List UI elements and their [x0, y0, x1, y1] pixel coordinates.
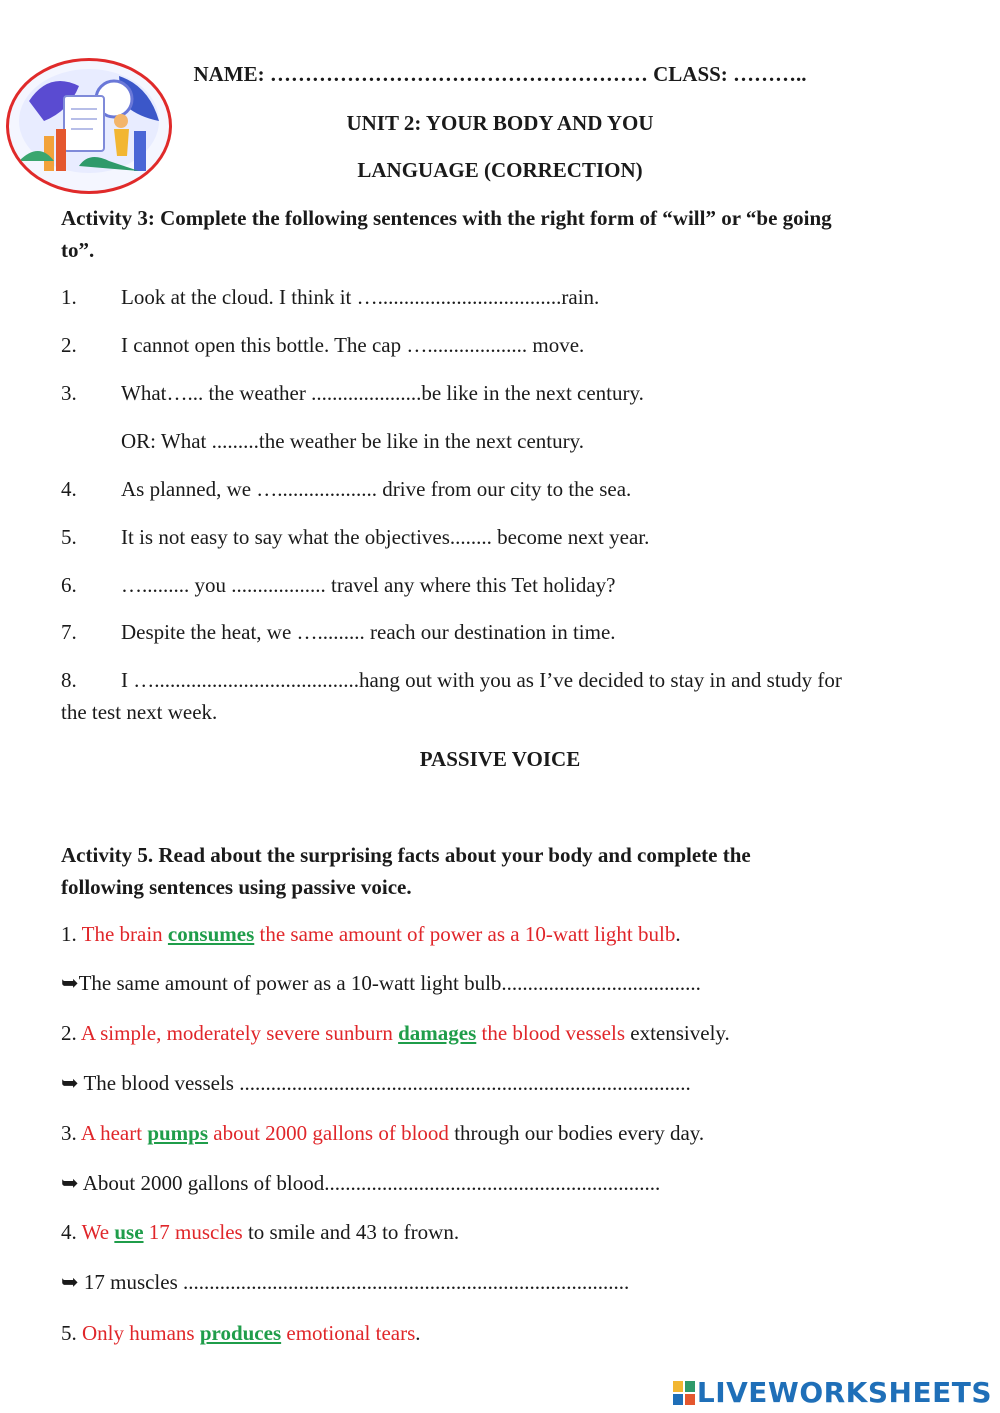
liveworksheets-logo[interactable]: [673, 1376, 992, 1409]
activity5-sentence: [61, 922, 681, 947]
item-number: 2.: [61, 333, 77, 357]
arrow-icon: ➥: [61, 971, 79, 995]
activity3-item: [61, 285, 599, 310]
rest-text: to smile and 43 to frown.: [242, 1220, 460, 1244]
item-text: What…... the weather .....................be like in the next century.: [121, 381, 644, 405]
subject-text: We: [81, 1220, 115, 1244]
item-number: 1.: [61, 285, 77, 309]
activity3-item: [61, 477, 631, 502]
item-text: Look at the cloud. I think it …...................................rain.: [121, 285, 600, 309]
activity5-sentence: [61, 1121, 704, 1146]
object-text: emotional tears: [281, 1321, 416, 1345]
item-number: 6.: [61, 573, 77, 597]
brand-text: LIVEWORKSHEETS: [696, 1376, 992, 1409]
item-text: Despite the heat, we …......... reach our destination in time.: [121, 620, 616, 644]
name-class-line: NAME: ……………………………………………… CLASS: ………..: [193, 62, 807, 86]
activity3-item: [61, 429, 584, 454]
subject-text: A simple, moderately severe sunburn: [80, 1021, 399, 1045]
object-text: 17 muscles: [143, 1220, 243, 1244]
answer-text: The same amount of power as a 10-watt light bulb......................................: [78, 971, 701, 995]
subject-text: A heart: [80, 1121, 148, 1145]
subject-text: Only humans: [82, 1321, 200, 1345]
activity3-instruction-cont: to”.: [61, 238, 95, 262]
rest-text: .: [675, 922, 681, 946]
liveworksheets-icon: [673, 1381, 695, 1405]
activity5-sentence: [61, 1321, 421, 1346]
item-text: As planned, we …................... drive from our city to the sea.: [121, 477, 632, 501]
answer-text: The blood vessels ......................................................................................: [78, 1071, 691, 1095]
verb-text: use: [114, 1220, 144, 1244]
arrow-icon: ➥: [61, 1270, 79, 1294]
item-number: 8.: [61, 668, 77, 692]
activity5-instruction: Activity 5. Read about the surprising facts about your body and complete the: [61, 843, 751, 867]
verb-text: produces: [199, 1321, 282, 1345]
item-text: I cannot open this bottle. The cap …................... move.: [121, 333, 585, 357]
item-text: OR: What .........the weather be like in the next century.: [121, 429, 585, 453]
activity5-sentence: [61, 1021, 730, 1046]
sentence-number: 3.: [61, 1121, 81, 1145]
answer-text: 17 muscles .....................................................................................: [78, 1270, 630, 1294]
object-text: the blood vessels: [476, 1021, 626, 1045]
item-number: 7.: [61, 620, 77, 644]
item-text: It is not easy to say what the objectives........ become next year.: [121, 525, 650, 549]
sentence-number: 1.: [61, 922, 82, 946]
activity3-item: [61, 525, 649, 550]
item-text: I ….......................................hang out with you as I’ve decided to stay in and study for: [121, 668, 842, 692]
subject-text: The brain: [81, 922, 168, 946]
item-number: 5.: [61, 525, 77, 549]
object-text: the same amount of power as a 10-watt light bulb: [254, 922, 676, 946]
rest-text: extensively.: [625, 1021, 730, 1045]
activity3-instruction: Activity 3: Complete the following sentences with the right form of “will” or “be going: [61, 206, 832, 230]
activity3-item: [61, 333, 584, 358]
item-number: 4.: [61, 477, 77, 501]
passive-voice-title: PASSIVE VOICE: [419, 747, 581, 771]
arrow-icon: ➥: [61, 1071, 79, 1095]
object-text: about 2000 gallons of blood: [208, 1121, 449, 1145]
answer-line: [61, 1071, 691, 1096]
activity3-item: [61, 668, 842, 693]
sentence-number: 4.: [61, 1220, 82, 1244]
activity3-item: [61, 573, 615, 598]
verb-text: pumps: [147, 1121, 209, 1145]
activity5-sentence: [61, 1220, 459, 1245]
unit-title: UNIT 2: YOUR BODY AND YOU: [346, 111, 654, 135]
item-text: …......... you .................. travel any where this Tet holiday?: [121, 573, 616, 597]
activity3-item8-continuation: the test next week.: [61, 700, 218, 724]
answer-line: [61, 971, 701, 996]
answer-line: [61, 1270, 629, 1295]
sentence-number: 5.: [61, 1321, 82, 1345]
activity3-item: [61, 381, 644, 406]
verb-text: damages: [398, 1021, 477, 1045]
rest-text: .: [415, 1321, 421, 1345]
answer-text: About 2000 gallons of blood................................................................: [78, 1171, 661, 1195]
sentence-number: 2.: [61, 1021, 81, 1045]
answer-line: [61, 1171, 660, 1196]
verb-text: consumes: [167, 922, 255, 946]
activity3-item: [61, 620, 616, 645]
item-number: 3.: [61, 381, 77, 405]
rest-text: through our bodies every day.: [448, 1121, 705, 1145]
section-subtitle: LANGUAGE (CORRECTION): [357, 158, 643, 182]
activity5-instruction-cont: following sentences using passive voice.: [61, 875, 412, 899]
arrow-icon: ➥: [61, 1171, 79, 1195]
